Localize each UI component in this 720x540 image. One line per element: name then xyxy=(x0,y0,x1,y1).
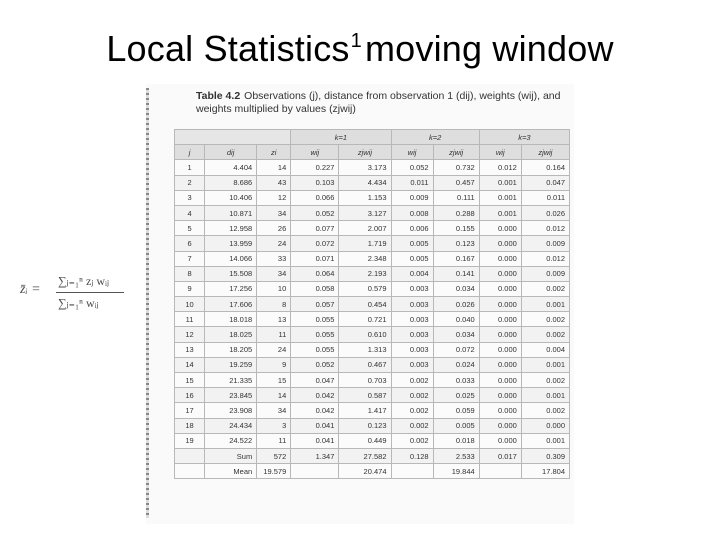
table-cell: 13 xyxy=(175,342,205,357)
table-cell: 0.000 xyxy=(479,251,521,266)
table-cell: 0.128 xyxy=(391,448,433,463)
table-cell: 7 xyxy=(175,251,205,266)
table-cell: 24.434 xyxy=(205,418,257,433)
table-cell: 0.003 xyxy=(391,342,433,357)
table-cell: 0.002 xyxy=(521,281,569,296)
table-cell: 0.004 xyxy=(391,266,433,281)
table-cell: 2.193 xyxy=(339,266,391,281)
table-cell: 0.457 xyxy=(433,175,479,190)
table-cell: 0.011 xyxy=(391,175,433,190)
table-cell: 11 xyxy=(257,327,291,342)
table-cell: 19.844 xyxy=(433,464,479,479)
table-cell: 2 xyxy=(175,175,205,190)
table-caption xyxy=(196,90,566,116)
table-cell: 0.012 xyxy=(479,160,521,175)
table-cell: 0.055 xyxy=(291,312,339,327)
table-row xyxy=(175,205,570,220)
table-row xyxy=(175,357,570,372)
table-cell: 10.871 xyxy=(205,205,257,220)
table-row xyxy=(175,327,570,342)
formula-lhs: z̄ᵢ = xyxy=(20,282,41,297)
scanned-table-image xyxy=(146,84,574,524)
table-row xyxy=(175,373,570,388)
table-cell: 0.005 xyxy=(391,251,433,266)
table-cell: 0.003 xyxy=(391,312,433,327)
table-cell: 0.008 xyxy=(391,205,433,220)
table-cell: 18.018 xyxy=(205,312,257,327)
table-cell: 0.001 xyxy=(479,205,521,220)
formula-denominator: ∑ⱼ₌₁ⁿ wᵢⱼ xyxy=(58,296,99,310)
table-cell: 0.005 xyxy=(391,236,433,251)
table-cell: 0.141 xyxy=(433,266,479,281)
table-cell: 0.047 xyxy=(521,175,569,190)
table-cell: 0.042 xyxy=(291,403,339,418)
table-cell: 0.024 xyxy=(433,357,479,372)
column-header: wij xyxy=(479,145,521,160)
table-cell: 0.164 xyxy=(521,160,569,175)
table-cell: 0.155 xyxy=(433,221,479,236)
column-header: zjwij xyxy=(339,145,391,160)
table-cell: 0.052 xyxy=(291,357,339,372)
table-cell: 0.000 xyxy=(479,373,521,388)
column-header: zjwij xyxy=(433,145,479,160)
table-cell: 27.582 xyxy=(339,448,391,463)
table-cell: 0.009 xyxy=(391,190,433,205)
table-cell: 0.227 xyxy=(291,160,339,175)
table-cell: 15 xyxy=(257,373,291,388)
table-cell: 3 xyxy=(175,190,205,205)
table-cell: 17 xyxy=(175,403,205,418)
table-cell: 0.000 xyxy=(479,236,521,251)
table-cell: 0.587 xyxy=(339,388,391,403)
table-cell: 33 xyxy=(257,251,291,266)
table-cell: 0.000 xyxy=(479,266,521,281)
table-cell: 17.256 xyxy=(205,281,257,296)
table-cell: 0.000 xyxy=(479,418,521,433)
table-row xyxy=(175,297,570,312)
table-cell: 0.041 xyxy=(291,433,339,448)
table-cell: 16 xyxy=(175,388,205,403)
table-cell: 0.123 xyxy=(433,236,479,251)
table-cell: 2.348 xyxy=(339,251,391,266)
table-cell: 17.606 xyxy=(205,297,257,312)
table-row xyxy=(175,251,570,266)
table-cell: 11 xyxy=(175,312,205,327)
table-cell: 0.002 xyxy=(391,388,433,403)
column-header: wij xyxy=(391,145,433,160)
table-mean-row xyxy=(175,464,570,479)
table-row xyxy=(175,312,570,327)
table-cell: 12.958 xyxy=(205,221,257,236)
table-cell xyxy=(391,464,433,479)
table-cell xyxy=(175,464,205,479)
table-cell: 3 xyxy=(257,418,291,433)
table-cell: 0.052 xyxy=(391,160,433,175)
table-cell: 1.153 xyxy=(339,190,391,205)
table-cell: 2.007 xyxy=(339,221,391,236)
table-cell: 0.002 xyxy=(391,433,433,448)
table-cell: 0.167 xyxy=(433,251,479,266)
table-cell: 19.579 xyxy=(257,464,291,479)
table-cell: 14 xyxy=(257,160,291,175)
table-cell: 11 xyxy=(257,433,291,448)
table-row xyxy=(175,175,570,190)
table-cell: 0.018 xyxy=(433,433,479,448)
table-cell: 14 xyxy=(175,357,205,372)
table-cell: 0.026 xyxy=(433,297,479,312)
table-cell: 0.059 xyxy=(433,403,479,418)
table-cell: 24 xyxy=(257,342,291,357)
observations-table-body xyxy=(175,160,570,479)
table-cell: 24.522 xyxy=(205,433,257,448)
table-cell: 0.000 xyxy=(479,297,521,312)
table-cell: 0.000 xyxy=(479,388,521,403)
table-cell: 9 xyxy=(257,357,291,372)
table-cell: Mean xyxy=(205,464,257,479)
table-cell: 1.313 xyxy=(339,342,391,357)
table-cell: 0.064 xyxy=(291,266,339,281)
table-row xyxy=(175,221,570,236)
table-cell: 0.003 xyxy=(391,327,433,342)
table-cell: 13.959 xyxy=(205,236,257,251)
table-cell: 19.259 xyxy=(205,357,257,372)
table-cell: 0.123 xyxy=(339,418,391,433)
table-cell: 0.026 xyxy=(521,205,569,220)
table-cell: 0.006 xyxy=(391,221,433,236)
table-cell xyxy=(291,464,339,479)
table-cell: 0.002 xyxy=(391,418,433,433)
table-cell: 18.205 xyxy=(205,342,257,357)
table-row xyxy=(175,418,570,433)
table-cell: 0.703 xyxy=(339,373,391,388)
table-cell: 0.077 xyxy=(291,221,339,236)
table-cell: 0.000 xyxy=(479,312,521,327)
table-cell: 0.025 xyxy=(433,388,479,403)
table-cell: 0.058 xyxy=(291,281,339,296)
table-cell: 2.533 xyxy=(433,448,479,463)
table-sum-row xyxy=(175,448,570,463)
table-cell: 0.002 xyxy=(391,373,433,388)
table-cell: 0.033 xyxy=(433,373,479,388)
table-row xyxy=(175,342,570,357)
table-cell: 0.012 xyxy=(521,221,569,236)
table-cell: 0.017 xyxy=(479,448,521,463)
observations-table xyxy=(174,129,570,479)
table-cell: 8.686 xyxy=(205,175,257,190)
weighted-mean-formula xyxy=(20,270,128,320)
table-cell: 34 xyxy=(257,266,291,281)
table-cell: 0.011 xyxy=(521,190,569,205)
table-cell: 0.449 xyxy=(339,433,391,448)
table-cell: 0.072 xyxy=(291,236,339,251)
table-cell: 0.001 xyxy=(479,190,521,205)
table-row xyxy=(175,160,570,175)
table-cell: 0.000 xyxy=(479,327,521,342)
table-cell: 0.055 xyxy=(291,327,339,342)
table-cell: 0.003 xyxy=(391,357,433,372)
column-header: zi xyxy=(257,145,291,160)
table-cell: 23.908 xyxy=(205,403,257,418)
group-header-row xyxy=(175,130,570,145)
column-header: zjwij xyxy=(521,145,569,160)
table-cell: 0.034 xyxy=(433,281,479,296)
table-caption-text: Observations (j), distance from observation 1 (dij), weights (wij), and weights multiplied by values (zjwij) xyxy=(196,90,561,115)
column-header: j xyxy=(175,145,205,160)
table-cell: 0.610 xyxy=(339,327,391,342)
table-cell: 0.000 xyxy=(479,403,521,418)
table-cell: 0.103 xyxy=(291,175,339,190)
table-cell: 6 xyxy=(175,236,205,251)
column-header: wij xyxy=(291,145,339,160)
table-cell: 9 xyxy=(175,281,205,296)
table-cell: 0.005 xyxy=(433,418,479,433)
table-cell: 0.002 xyxy=(521,327,569,342)
table-row xyxy=(175,403,570,418)
table-cell: 15.508 xyxy=(205,266,257,281)
group-header-k2: k=2 xyxy=(391,130,479,145)
table-cell: 0.012 xyxy=(521,251,569,266)
table-cell: 0.000 xyxy=(521,418,569,433)
table-cell: 0.034 xyxy=(433,327,479,342)
table-cell: 0.009 xyxy=(521,266,569,281)
group-header-blank xyxy=(175,130,291,145)
table-cell: 0.000 xyxy=(479,342,521,357)
table-row xyxy=(175,236,570,251)
table-cell: Sum xyxy=(205,448,257,463)
table-cell: 12 xyxy=(175,327,205,342)
table-cell: 0.001 xyxy=(521,357,569,372)
table-cell: 0.000 xyxy=(479,357,521,372)
table-row xyxy=(175,388,570,403)
table-cell: 0.000 xyxy=(479,281,521,296)
table-cell: 0.003 xyxy=(391,281,433,296)
table-cell: 19 xyxy=(175,433,205,448)
column-header-row xyxy=(175,145,570,160)
table-row xyxy=(175,433,570,448)
table-cell: 21.335 xyxy=(205,373,257,388)
table-cell: 0.042 xyxy=(291,388,339,403)
slide-title-main: Local Statistics xyxy=(106,28,350,69)
table-cell: 0.111 xyxy=(433,190,479,205)
table-cell: 0.001 xyxy=(521,388,569,403)
table-cell: 0.467 xyxy=(339,357,391,372)
table-cell: 15 xyxy=(175,373,205,388)
table-cell: 4 xyxy=(175,205,205,220)
table-row xyxy=(175,190,570,205)
table-cell: 34 xyxy=(257,205,291,220)
table-cell: 0.000 xyxy=(479,221,521,236)
formula-fraction-bar xyxy=(56,292,124,293)
table-cell: 14.066 xyxy=(205,251,257,266)
table-cell: 3.173 xyxy=(339,160,391,175)
table-cell: 0.309 xyxy=(521,448,569,463)
table-cell: 17.804 xyxy=(521,464,569,479)
table-cell: 10.406 xyxy=(205,190,257,205)
table-cell: 5 xyxy=(175,221,205,236)
slide-title-tail: moving window xyxy=(364,28,614,69)
table-cell: 0.579 xyxy=(339,281,391,296)
table-cell: 10 xyxy=(257,281,291,296)
scan-page-edge xyxy=(146,88,149,518)
table-cell: 1.347 xyxy=(291,448,339,463)
table-cell: 0.454 xyxy=(339,297,391,312)
table-cell: 13 xyxy=(257,312,291,327)
table-cell: 18.025 xyxy=(205,327,257,342)
table-cell: 20.474 xyxy=(339,464,391,479)
table-cell: 0.002 xyxy=(391,403,433,418)
table-cell: 8 xyxy=(257,297,291,312)
table-cell: 43 xyxy=(257,175,291,190)
table-cell: 0.001 xyxy=(521,433,569,448)
table-cell: 0.003 xyxy=(391,297,433,312)
table-cell: 0.040 xyxy=(433,312,479,327)
table-cell: 4.404 xyxy=(205,160,257,175)
table-cell: 0.071 xyxy=(291,251,339,266)
table-cell: 0.002 xyxy=(521,403,569,418)
table-cell: 24 xyxy=(257,236,291,251)
table-cell: 1.719 xyxy=(339,236,391,251)
table-cell: 0.004 xyxy=(521,342,569,357)
group-header-k1: k=1 xyxy=(291,130,391,145)
table-row xyxy=(175,281,570,296)
table-cell: 23.845 xyxy=(205,388,257,403)
table-cell: 8 xyxy=(175,266,205,281)
group-header-k3: k=3 xyxy=(479,130,569,145)
table-cell xyxy=(175,448,205,463)
table-cell: 1 xyxy=(175,160,205,175)
table-cell: 0.001 xyxy=(479,175,521,190)
table-cell: 0.009 xyxy=(521,236,569,251)
table-cell: 0.721 xyxy=(339,312,391,327)
table-cell: 0.072 xyxy=(433,342,479,357)
table-cell xyxy=(479,464,521,479)
table-cell: 0.041 xyxy=(291,418,339,433)
formula-numerator: ∑ⱼ₌₁ⁿ zⱼ wᵢⱼ xyxy=(58,274,110,288)
table-cell: 1.417 xyxy=(339,403,391,418)
table-cell: 4.434 xyxy=(339,175,391,190)
table-cell: 0.000 xyxy=(479,433,521,448)
table-cell: 0.002 xyxy=(521,312,569,327)
table-cell: 14 xyxy=(257,388,291,403)
table-cell: 0.066 xyxy=(291,190,339,205)
table-cell: 572 xyxy=(257,448,291,463)
table-cell: 34 xyxy=(257,403,291,418)
slide-title xyxy=(0,28,720,70)
table-cell: 0.732 xyxy=(433,160,479,175)
table-caption-label: Table 4.2 xyxy=(196,90,241,102)
table-cell: 0.288 xyxy=(433,205,479,220)
slide-title-superscript: 1 xyxy=(350,30,362,52)
table-cell: 0.001 xyxy=(521,297,569,312)
table-cell: 10 xyxy=(175,297,205,312)
table-cell: 3.127 xyxy=(339,205,391,220)
table-cell: 0.055 xyxy=(291,342,339,357)
table-cell: 18 xyxy=(175,418,205,433)
table-row xyxy=(175,266,570,281)
table-cell: 0.047 xyxy=(291,373,339,388)
table-cell: 0.057 xyxy=(291,297,339,312)
column-header: dij xyxy=(205,145,257,160)
table-cell: 26 xyxy=(257,221,291,236)
table-cell: 0.052 xyxy=(291,205,339,220)
table-cell: 12 xyxy=(257,190,291,205)
table-cell: 0.002 xyxy=(521,373,569,388)
